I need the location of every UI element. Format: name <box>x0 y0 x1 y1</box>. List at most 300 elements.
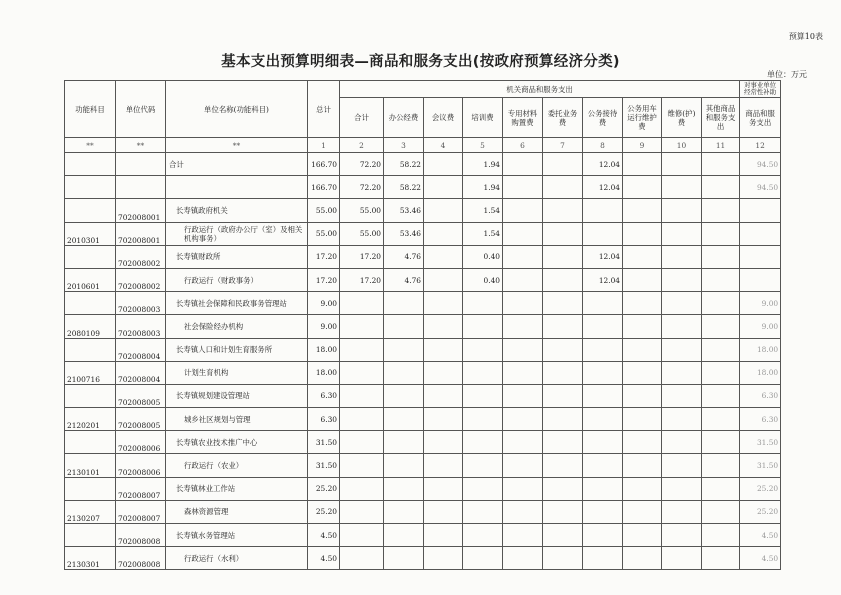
func-code-cell <box>65 477 116 500</box>
value-cell-c9 <box>623 431 662 454</box>
value-cell-c6 <box>503 245 543 268</box>
value-cell-c2 <box>340 431 384 454</box>
value-cell-c6 <box>503 199 543 222</box>
header-unit-name: 单位名称(功能科目) <box>166 81 308 138</box>
unit-code-cell: 702008007 <box>116 477 166 500</box>
value-cell-c6 <box>503 500 543 523</box>
value-cell-c6 <box>503 361 543 384</box>
header-col-5: 培训费 <box>463 98 503 138</box>
unit-name-cell: 长寿镇财政所 <box>166 245 308 268</box>
value-cell-c3: 4.76 <box>384 268 424 291</box>
value-cell-c10 <box>662 315 702 338</box>
value-cell-c3 <box>384 500 424 523</box>
header-col-7: 委托业务费 <box>543 98 583 138</box>
value-cell-c5 <box>463 547 503 570</box>
value-cell-c4 <box>424 431 463 454</box>
value-cell-c2 <box>340 292 384 315</box>
value-cell-c4 <box>424 315 463 338</box>
table-row <box>65 176 781 199</box>
unit-name-cell: 长寿镇农业技术推广中心 <box>166 431 308 454</box>
page-title: 基本支出预算明细表—商品和服务支出(按政府预算经济分类) <box>221 54 620 70</box>
value-cell-c7 <box>543 268 583 291</box>
value-cell-c4 <box>424 245 463 268</box>
func-code-cell <box>65 384 116 407</box>
value-cell-c5: 0.40 <box>463 268 503 291</box>
value-cell-c4 <box>424 153 463 176</box>
value-cell-total: 31.50 <box>308 431 340 454</box>
value-cell-c6 <box>503 176 543 199</box>
value-cell-c8 <box>583 408 623 431</box>
func-code-cell <box>65 431 116 454</box>
header-col-8: 公务接待费 <box>583 98 623 138</box>
table-row <box>65 547 781 570</box>
value-cell-c6 <box>503 222 543 245</box>
value-cell-total: 4.50 <box>308 547 340 570</box>
value-cell-c7 <box>543 547 583 570</box>
index-cell: 7 <box>543 138 583 153</box>
value-cell-c4 <box>424 547 463 570</box>
value-cell-c3 <box>384 338 424 361</box>
value-cell-c12 <box>740 268 781 291</box>
value-cell-c9 <box>623 408 662 431</box>
value-cell-c5 <box>463 477 503 500</box>
value-cell-c3: 58.22 <box>384 153 424 176</box>
func-code-cell: 2100716 <box>65 361 116 384</box>
unit-name-cell: 城乡社区规划与管理 <box>166 408 308 431</box>
unit-code-cell: 702008008 <box>116 524 166 547</box>
value-cell-c10 <box>662 361 702 384</box>
table-row <box>65 384 781 407</box>
index-cell: 12 <box>740 138 781 153</box>
value-cell-c9 <box>623 222 662 245</box>
value-cell-c3 <box>384 408 424 431</box>
value-cell-total: 31.50 <box>308 454 340 477</box>
value-cell-c8 <box>583 338 623 361</box>
value-cell-c6 <box>503 315 543 338</box>
value-cell-c2: 55.00 <box>340 199 384 222</box>
unit-name-cell: 长寿镇人口和计划生育服务所 <box>166 338 308 361</box>
value-cell-c4 <box>424 199 463 222</box>
value-cell-c2: 17.20 <box>340 268 384 291</box>
table-row <box>65 338 781 361</box>
unit-code-cell: 702008002 <box>116 268 166 291</box>
value-cell-c6 <box>503 547 543 570</box>
value-cell-c7 <box>543 176 583 199</box>
index-cell: 2 <box>340 138 384 153</box>
value-cell-total: 18.00 <box>308 361 340 384</box>
value-cell-c2 <box>340 524 384 547</box>
value-cell-c11 <box>702 361 740 384</box>
value-cell-c7 <box>543 477 583 500</box>
value-cell-c3: 58.22 <box>384 176 424 199</box>
value-cell-c9 <box>623 384 662 407</box>
value-cell-total: 166.70 <box>308 153 340 176</box>
value-cell-c5 <box>463 315 503 338</box>
index-cell: ** <box>166 138 308 153</box>
value-cell-c11 <box>702 292 740 315</box>
value-cell-c9 <box>623 500 662 523</box>
func-code-cell: 2130301 <box>65 547 116 570</box>
value-cell-c10 <box>662 431 702 454</box>
value-cell-c9 <box>623 153 662 176</box>
func-code-cell <box>65 338 116 361</box>
index-cell: 5 <box>463 138 503 153</box>
value-cell-c9 <box>623 245 662 268</box>
value-cell-c2 <box>340 361 384 384</box>
value-cell-c11 <box>702 384 740 407</box>
value-cell-c8 <box>583 547 623 570</box>
func-code-cell <box>65 153 116 176</box>
value-cell-c11 <box>702 315 740 338</box>
index-cell: 1 <box>308 138 340 153</box>
value-cell-c5 <box>463 338 503 361</box>
value-cell-c10 <box>662 500 702 523</box>
header-col-3: 办公经费 <box>384 98 424 138</box>
value-cell-c7 <box>543 500 583 523</box>
value-cell-c6 <box>503 153 543 176</box>
value-cell-c11 <box>702 338 740 361</box>
value-cell-c11 <box>702 524 740 547</box>
unit-code-cell: 702008004 <box>116 338 166 361</box>
header-func-code: 功能科目 <box>65 81 116 138</box>
header-col-6: 专用材料购置费 <box>503 98 543 138</box>
value-cell-c12: 9.00 <box>740 292 781 315</box>
value-cell-c8: 12.04 <box>583 245 623 268</box>
value-cell-c7 <box>543 222 583 245</box>
value-cell-c5 <box>463 384 503 407</box>
index-cell: 8 <box>583 138 623 153</box>
func-code-cell: 2080109 <box>65 315 116 338</box>
header-col-4: 会议费 <box>424 98 463 138</box>
header-col-10: 维修(护)费 <box>662 98 702 138</box>
func-code-cell: 2130207 <box>65 500 116 523</box>
unit-code-cell: 702008001 <box>116 222 166 245</box>
value-cell-c2: 55.00 <box>340 222 384 245</box>
value-cell-c2 <box>340 454 384 477</box>
value-cell-total: 18.00 <box>308 338 340 361</box>
table-row <box>65 292 781 315</box>
value-cell-c2: 72.20 <box>340 153 384 176</box>
value-cell-c2 <box>340 315 384 338</box>
value-cell-c7 <box>543 199 583 222</box>
unit-name-cell: 计划生育机构 <box>166 361 308 384</box>
value-cell-c5 <box>463 431 503 454</box>
value-cell-c12: 4.50 <box>740 547 781 570</box>
value-cell-c5: 0.40 <box>463 245 503 268</box>
value-cell-c6 <box>503 477 543 500</box>
value-cell-c8 <box>583 384 623 407</box>
table-row <box>65 361 781 384</box>
value-cell-c12: 6.30 <box>740 408 781 431</box>
value-cell-total: 17.20 <box>308 245 340 268</box>
value-cell-c3 <box>384 431 424 454</box>
value-cell-c10 <box>662 454 702 477</box>
value-cell-c12: 25.20 <box>740 500 781 523</box>
unit-name-cell: 森林资源管理 <box>166 500 308 523</box>
header-unit-code: 单位代码 <box>116 81 166 138</box>
value-cell-c12: 6.30 <box>740 384 781 407</box>
value-cell-c11 <box>702 431 740 454</box>
unit-name-cell <box>166 176 308 199</box>
unit-code-cell: 702008004 <box>116 361 166 384</box>
value-cell-c9 <box>623 477 662 500</box>
table-row <box>65 222 781 245</box>
value-cell-c10 <box>662 384 702 407</box>
value-cell-c9 <box>623 338 662 361</box>
value-cell-c5 <box>463 454 503 477</box>
value-cell-c8 <box>583 524 623 547</box>
value-cell-c10 <box>662 268 702 291</box>
value-cell-total: 6.30 <box>308 408 340 431</box>
value-cell-c5 <box>463 361 503 384</box>
value-cell-c12 <box>740 222 781 245</box>
value-cell-c9 <box>623 454 662 477</box>
index-cell: 3 <box>384 138 424 153</box>
value-cell-c5: 1.94 <box>463 176 503 199</box>
value-cell-c4 <box>424 361 463 384</box>
unit-code-cell: 702008005 <box>116 408 166 431</box>
unit-name-cell: 长寿镇水务管理站 <box>166 524 308 547</box>
value-cell-c12 <box>740 245 781 268</box>
index-cell: 4 <box>424 138 463 153</box>
table-row <box>65 524 781 547</box>
value-cell-c2 <box>340 477 384 500</box>
value-cell-total: 6.30 <box>308 384 340 407</box>
index-row <box>65 138 781 153</box>
form-number: 预算10表 <box>788 32 823 41</box>
value-cell-c8 <box>583 500 623 523</box>
value-cell-total: 55.00 <box>308 199 340 222</box>
value-cell-c2 <box>340 384 384 407</box>
value-cell-c9 <box>623 292 662 315</box>
value-cell-c3 <box>384 315 424 338</box>
value-cell-c11 <box>702 153 740 176</box>
value-cell-total: 17.20 <box>308 268 340 291</box>
value-cell-c5 <box>463 500 503 523</box>
value-cell-c4 <box>424 338 463 361</box>
unit-code-cell: 702008008 <box>116 547 166 570</box>
value-cell-c6 <box>503 408 543 431</box>
value-cell-c10 <box>662 292 702 315</box>
value-cell-c4 <box>424 384 463 407</box>
value-cell-c2 <box>340 547 384 570</box>
value-cell-total: 25.20 <box>308 500 340 523</box>
unit-code-cell <box>116 176 166 199</box>
index-cell: 6 <box>503 138 543 153</box>
value-cell-c8 <box>583 199 623 222</box>
value-cell-c5 <box>463 292 503 315</box>
value-cell-c12: 18.00 <box>740 361 781 384</box>
header-col-2: 合计 <box>340 98 384 138</box>
value-cell-c10 <box>662 245 702 268</box>
value-cell-c8: 12.04 <box>583 176 623 199</box>
index-cell: ** <box>65 138 116 153</box>
value-cell-c8 <box>583 222 623 245</box>
value-cell-c4 <box>424 176 463 199</box>
value-cell-c9 <box>623 268 662 291</box>
value-cell-c4 <box>424 408 463 431</box>
value-cell-c2: 17.20 <box>340 245 384 268</box>
value-cell-c4 <box>424 292 463 315</box>
value-cell-c11 <box>702 500 740 523</box>
index-cell: ** <box>116 138 166 153</box>
index-cell: 9 <box>623 138 662 153</box>
table-row <box>65 477 781 500</box>
table-row <box>65 153 781 176</box>
value-cell-c4 <box>424 477 463 500</box>
value-cell-c12: 94.50 <box>740 153 781 176</box>
unit-name-cell: 长寿镇社会保障和民政事务管理站 <box>166 292 308 315</box>
value-cell-total: 9.00 <box>308 315 340 338</box>
table-row <box>65 268 781 291</box>
value-cell-c10 <box>662 153 702 176</box>
value-cell-c12: 25.20 <box>740 477 781 500</box>
func-code-cell: 2010601 <box>65 268 116 291</box>
value-cell-c2 <box>340 500 384 523</box>
unit-name-cell: 长寿镇林业工作站 <box>166 477 308 500</box>
value-cell-c8 <box>583 361 623 384</box>
value-cell-total: 25.20 <box>308 477 340 500</box>
value-cell-c11 <box>702 245 740 268</box>
unit-code-cell: 702008006 <box>116 431 166 454</box>
value-cell-c8: 12.04 <box>583 268 623 291</box>
unit-name-cell: 行政运行（政府办公厅（室）及相关机构事务） <box>166 222 308 245</box>
func-code-cell <box>65 176 116 199</box>
value-cell-c11 <box>702 547 740 570</box>
value-cell-c7 <box>543 408 583 431</box>
value-cell-c8 <box>583 454 623 477</box>
value-cell-c6 <box>503 268 543 291</box>
unit-code-cell: 702008005 <box>116 384 166 407</box>
unit-name-cell: 行政运行（农业） <box>166 454 308 477</box>
unit-label: 单位：万元 <box>767 70 807 79</box>
unit-code-cell: 702008001 <box>116 199 166 222</box>
func-code-cell <box>65 524 116 547</box>
table-row <box>65 431 781 454</box>
value-cell-c7 <box>543 245 583 268</box>
value-cell-c12: 9.00 <box>740 315 781 338</box>
unit-code-cell: 702008003 <box>116 292 166 315</box>
value-cell-c12 <box>740 199 781 222</box>
budget-table <box>64 80 781 570</box>
unit-name-cell: 长寿镇规划建设管理站 <box>166 384 308 407</box>
value-cell-c7 <box>543 361 583 384</box>
value-cell-c2: 72.20 <box>340 176 384 199</box>
value-cell-c12: 4.50 <box>740 524 781 547</box>
value-cell-total: 9.00 <box>308 292 340 315</box>
value-cell-c5: 1.54 <box>463 222 503 245</box>
unit-name-cell: 长寿镇政府机关 <box>166 199 308 222</box>
value-cell-c8 <box>583 431 623 454</box>
value-cell-c11 <box>702 222 740 245</box>
unit-name-cell: 合计 <box>166 153 308 176</box>
value-cell-c11 <box>702 176 740 199</box>
header-col-9: 公务用车运行维护费 <box>623 98 662 138</box>
value-cell-c2 <box>340 338 384 361</box>
func-code-cell <box>65 245 116 268</box>
value-cell-total: 166.70 <box>308 176 340 199</box>
value-cell-c3 <box>384 477 424 500</box>
index-cell: 10 <box>662 138 702 153</box>
value-cell-c3: 53.46 <box>384 199 424 222</box>
value-cell-c7 <box>543 431 583 454</box>
value-cell-c3 <box>384 524 424 547</box>
value-cell-c10 <box>662 199 702 222</box>
value-cell-c9 <box>623 361 662 384</box>
index-cell: 11 <box>702 138 740 153</box>
value-cell-c8 <box>583 315 623 338</box>
value-cell-c11 <box>702 199 740 222</box>
header-total: 总计 <box>308 81 340 138</box>
value-cell-c4 <box>424 268 463 291</box>
header-group: 机关商品和服务支出 <box>340 81 740 98</box>
value-cell-c10 <box>662 176 702 199</box>
value-cell-c12: 31.50 <box>740 431 781 454</box>
table-row <box>65 500 781 523</box>
value-cell-c3 <box>384 384 424 407</box>
value-cell-c8: 12.04 <box>583 153 623 176</box>
table-row <box>65 454 781 477</box>
value-cell-c11 <box>702 408 740 431</box>
value-cell-c4 <box>424 500 463 523</box>
value-cell-c6 <box>503 292 543 315</box>
value-cell-c5: 1.94 <box>463 153 503 176</box>
value-cell-c4 <box>424 454 463 477</box>
value-cell-c3 <box>384 547 424 570</box>
value-cell-c10 <box>662 524 702 547</box>
table-row <box>65 315 781 338</box>
value-cell-c9 <box>623 524 662 547</box>
value-cell-c7 <box>543 454 583 477</box>
value-cell-c4 <box>424 222 463 245</box>
value-cell-c5: 1.54 <box>463 199 503 222</box>
value-cell-c10 <box>662 222 702 245</box>
value-cell-c10 <box>662 477 702 500</box>
value-cell-c7 <box>543 338 583 361</box>
value-cell-c9 <box>623 315 662 338</box>
value-cell-c10 <box>662 338 702 361</box>
value-cell-c6 <box>503 384 543 407</box>
value-cell-c10 <box>662 547 702 570</box>
header-col-12: 商品和服务支出 <box>740 98 781 138</box>
value-cell-total: 4.50 <box>308 524 340 547</box>
table-row <box>65 199 781 222</box>
value-cell-c12: 31.50 <box>740 454 781 477</box>
value-cell-c11 <box>702 477 740 500</box>
value-cell-c7 <box>543 384 583 407</box>
value-cell-c7 <box>543 315 583 338</box>
value-cell-c6 <box>503 338 543 361</box>
value-cell-c3: 4.76 <box>384 245 424 268</box>
table-row <box>65 245 781 268</box>
value-cell-c11 <box>702 454 740 477</box>
header-col-11: 其他商品和服务支出 <box>702 98 740 138</box>
unit-code-cell: 702008007 <box>116 500 166 523</box>
value-cell-c5 <box>463 408 503 431</box>
value-cell-c3 <box>384 361 424 384</box>
value-cell-c8 <box>583 477 623 500</box>
func-code-cell: 2010301 <box>65 222 116 245</box>
value-cell-c6 <box>503 431 543 454</box>
value-cell-c6 <box>503 524 543 547</box>
value-cell-c8 <box>583 292 623 315</box>
value-cell-c12: 18.00 <box>740 338 781 361</box>
value-cell-c9 <box>623 176 662 199</box>
value-cell-c7 <box>543 524 583 547</box>
value-cell-c6 <box>503 454 543 477</box>
value-cell-c10 <box>662 408 702 431</box>
unit-code-cell: 702008006 <box>116 454 166 477</box>
